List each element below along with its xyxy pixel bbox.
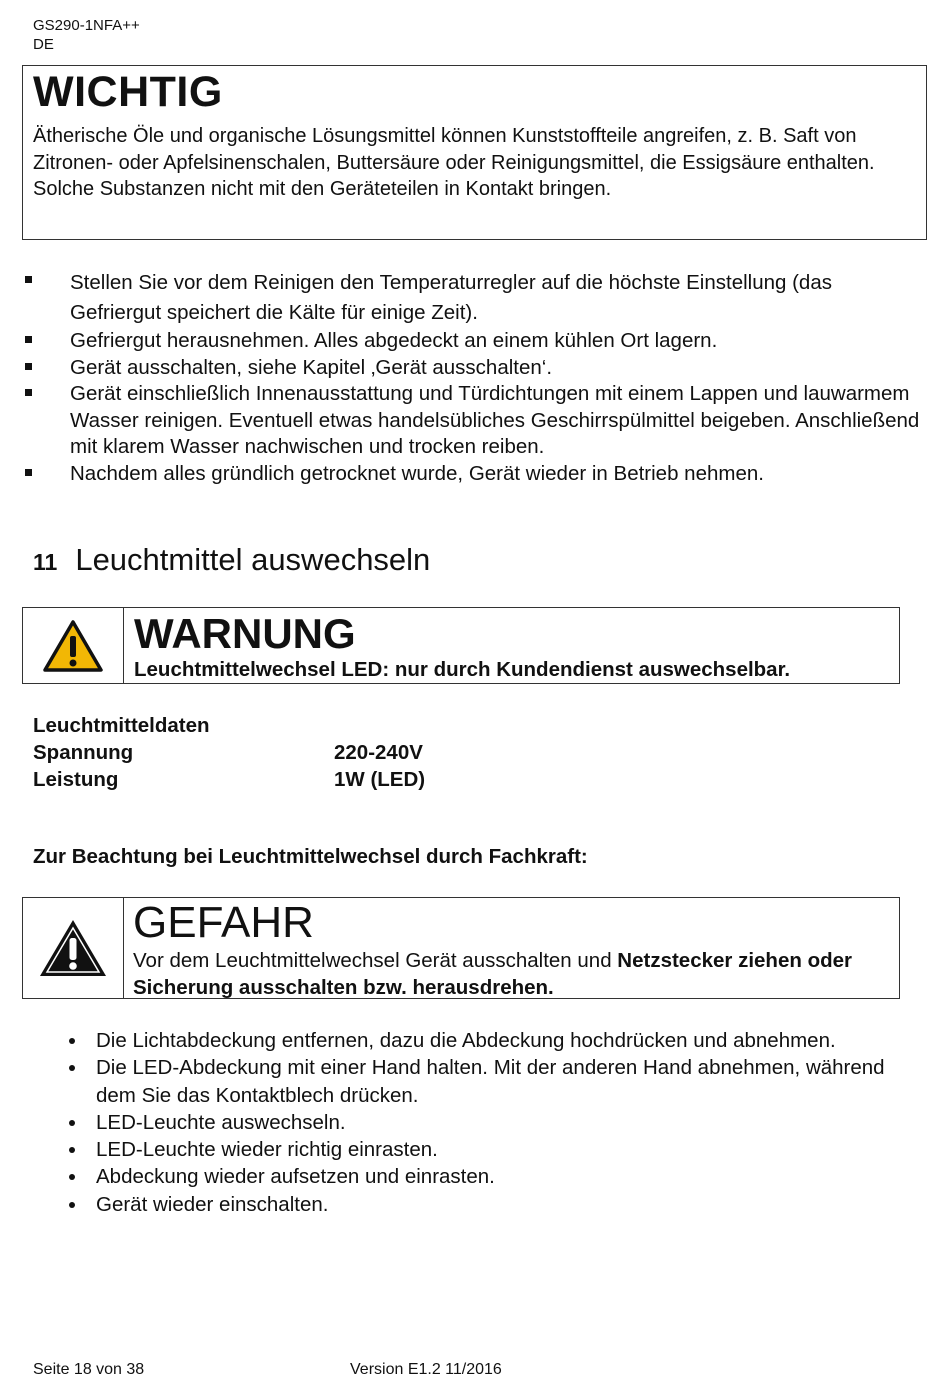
warnung-text: Leuchtmittelwechsel LED: nur durch Kundendienst auswechselbar. bbox=[134, 658, 791, 681]
replacement-steps-list bbox=[33, 1027, 913, 1218]
list-item: LED-Leuchte wieder richtig einrasten. bbox=[33, 1136, 913, 1163]
list-item: Gefriergut herausnehmen. Alles abgedeckt an einem kühlen Ort lagern. bbox=[22, 328, 922, 355]
list-item: Die LED-Abdeckung mit einer Hand halten. Mit der anderen Hand abnehmen, während dem Sie das Kontaktblech drücken. bbox=[33, 1054, 913, 1109]
footer-page-number: Seite 18 von 38 bbox=[33, 1361, 145, 1378]
fachkraft-note: Zur Beachtung bei Leuchtmittelwechsel durch Fachkraft: bbox=[33, 845, 588, 868]
warning-triangle-icon bbox=[42, 619, 104, 673]
warnung-notice-box bbox=[22, 607, 900, 684]
list-item: Gerät ausschalten, siehe Kapitel ‚Gerät ausschalten‘. bbox=[22, 355, 922, 382]
gefahr-title: GEFAHR bbox=[133, 898, 314, 947]
list-item: Gerät einschließlich Innenausstattung und Türdichtungen mit einem Lappen und lauwarmem Wasser reinigen. Eventuell etwas handelsübliches Geschirrspülmittel beigeben. Anschließend mit klarem Wasser nachwischen und trocken reiben. bbox=[22, 381, 922, 461]
list-item: Abdeckung wieder aufsetzen und einrasten. bbox=[33, 1163, 913, 1190]
gefahr-icon-cell bbox=[23, 898, 124, 998]
gefahr-notice-box bbox=[22, 897, 900, 999]
lamp-data-table bbox=[33, 712, 425, 793]
section-heading bbox=[33, 542, 430, 578]
lamp-data-label: Leistung bbox=[33, 768, 119, 791]
table-row bbox=[33, 739, 425, 766]
lamp-data-heading: Leuchtmitteldaten bbox=[33, 714, 210, 737]
cleaning-steps-list bbox=[22, 268, 922, 487]
wichtig-text: Ätherische Öle und organische Lösungsmittel können Kunststoffteile angreifen, z. B. Saft von Zitronen- oder Apfelsinenschalen, Buttersäure oder Reinigungsmittel, die Essigsäure enthalten. Solche Substanzen nicht mit den Geräteteilen in Kontakt bringen. bbox=[33, 125, 875, 200]
warnung-icon-cell bbox=[23, 608, 124, 683]
footer-version: Version E1.2 11/2016 bbox=[350, 1361, 502, 1378]
list-item: LED-Leuchte auswechseln. bbox=[33, 1109, 913, 1136]
list-item: Nachdem alles gründlich getrocknet wurde, Gerät wieder in Betrieb nehmen. bbox=[22, 461, 922, 488]
doc-language: DE bbox=[33, 36, 54, 53]
gefahr-text-normal: Vor dem Leuchtmittelwechsel Gerät ausschalten und bbox=[133, 949, 618, 972]
list-item: Die Lichtabdeckung entfernen, dazu die Abdeckung hochdrücken und abnehmen. bbox=[33, 1027, 913, 1054]
lamp-data-label: Spannung bbox=[33, 741, 134, 764]
section-number: 11 bbox=[33, 549, 58, 575]
doc-model: GS290-1NFA++ bbox=[33, 17, 140, 34]
list-item: Gerät wieder einschalten. bbox=[33, 1191, 913, 1218]
wichtig-title: WICHTIG bbox=[33, 68, 223, 116]
danger-triangle-icon bbox=[38, 918, 108, 978]
gefahr-text bbox=[133, 947, 893, 1001]
section-title: Leuchtmittel auswechseln bbox=[75, 542, 431, 577]
lamp-data-value: 1W (LED) bbox=[334, 768, 426, 791]
warnung-title: WARNUNG bbox=[134, 610, 356, 657]
gefahr-text-bold: Netzstecker ziehen oder Sicherung ausschalten bzw. herausdrehen. bbox=[133, 949, 852, 999]
lamp-data-value: 220-240V bbox=[334, 741, 423, 764]
wichtig-notice-box bbox=[22, 65, 927, 240]
list-item: Stellen Sie vor dem Reinigen den Temperaturregler auf die höchste Einstellung (das Gefriergut speichert die Kälte für einige Zeit). bbox=[22, 268, 922, 328]
table-row bbox=[33, 766, 425, 793]
